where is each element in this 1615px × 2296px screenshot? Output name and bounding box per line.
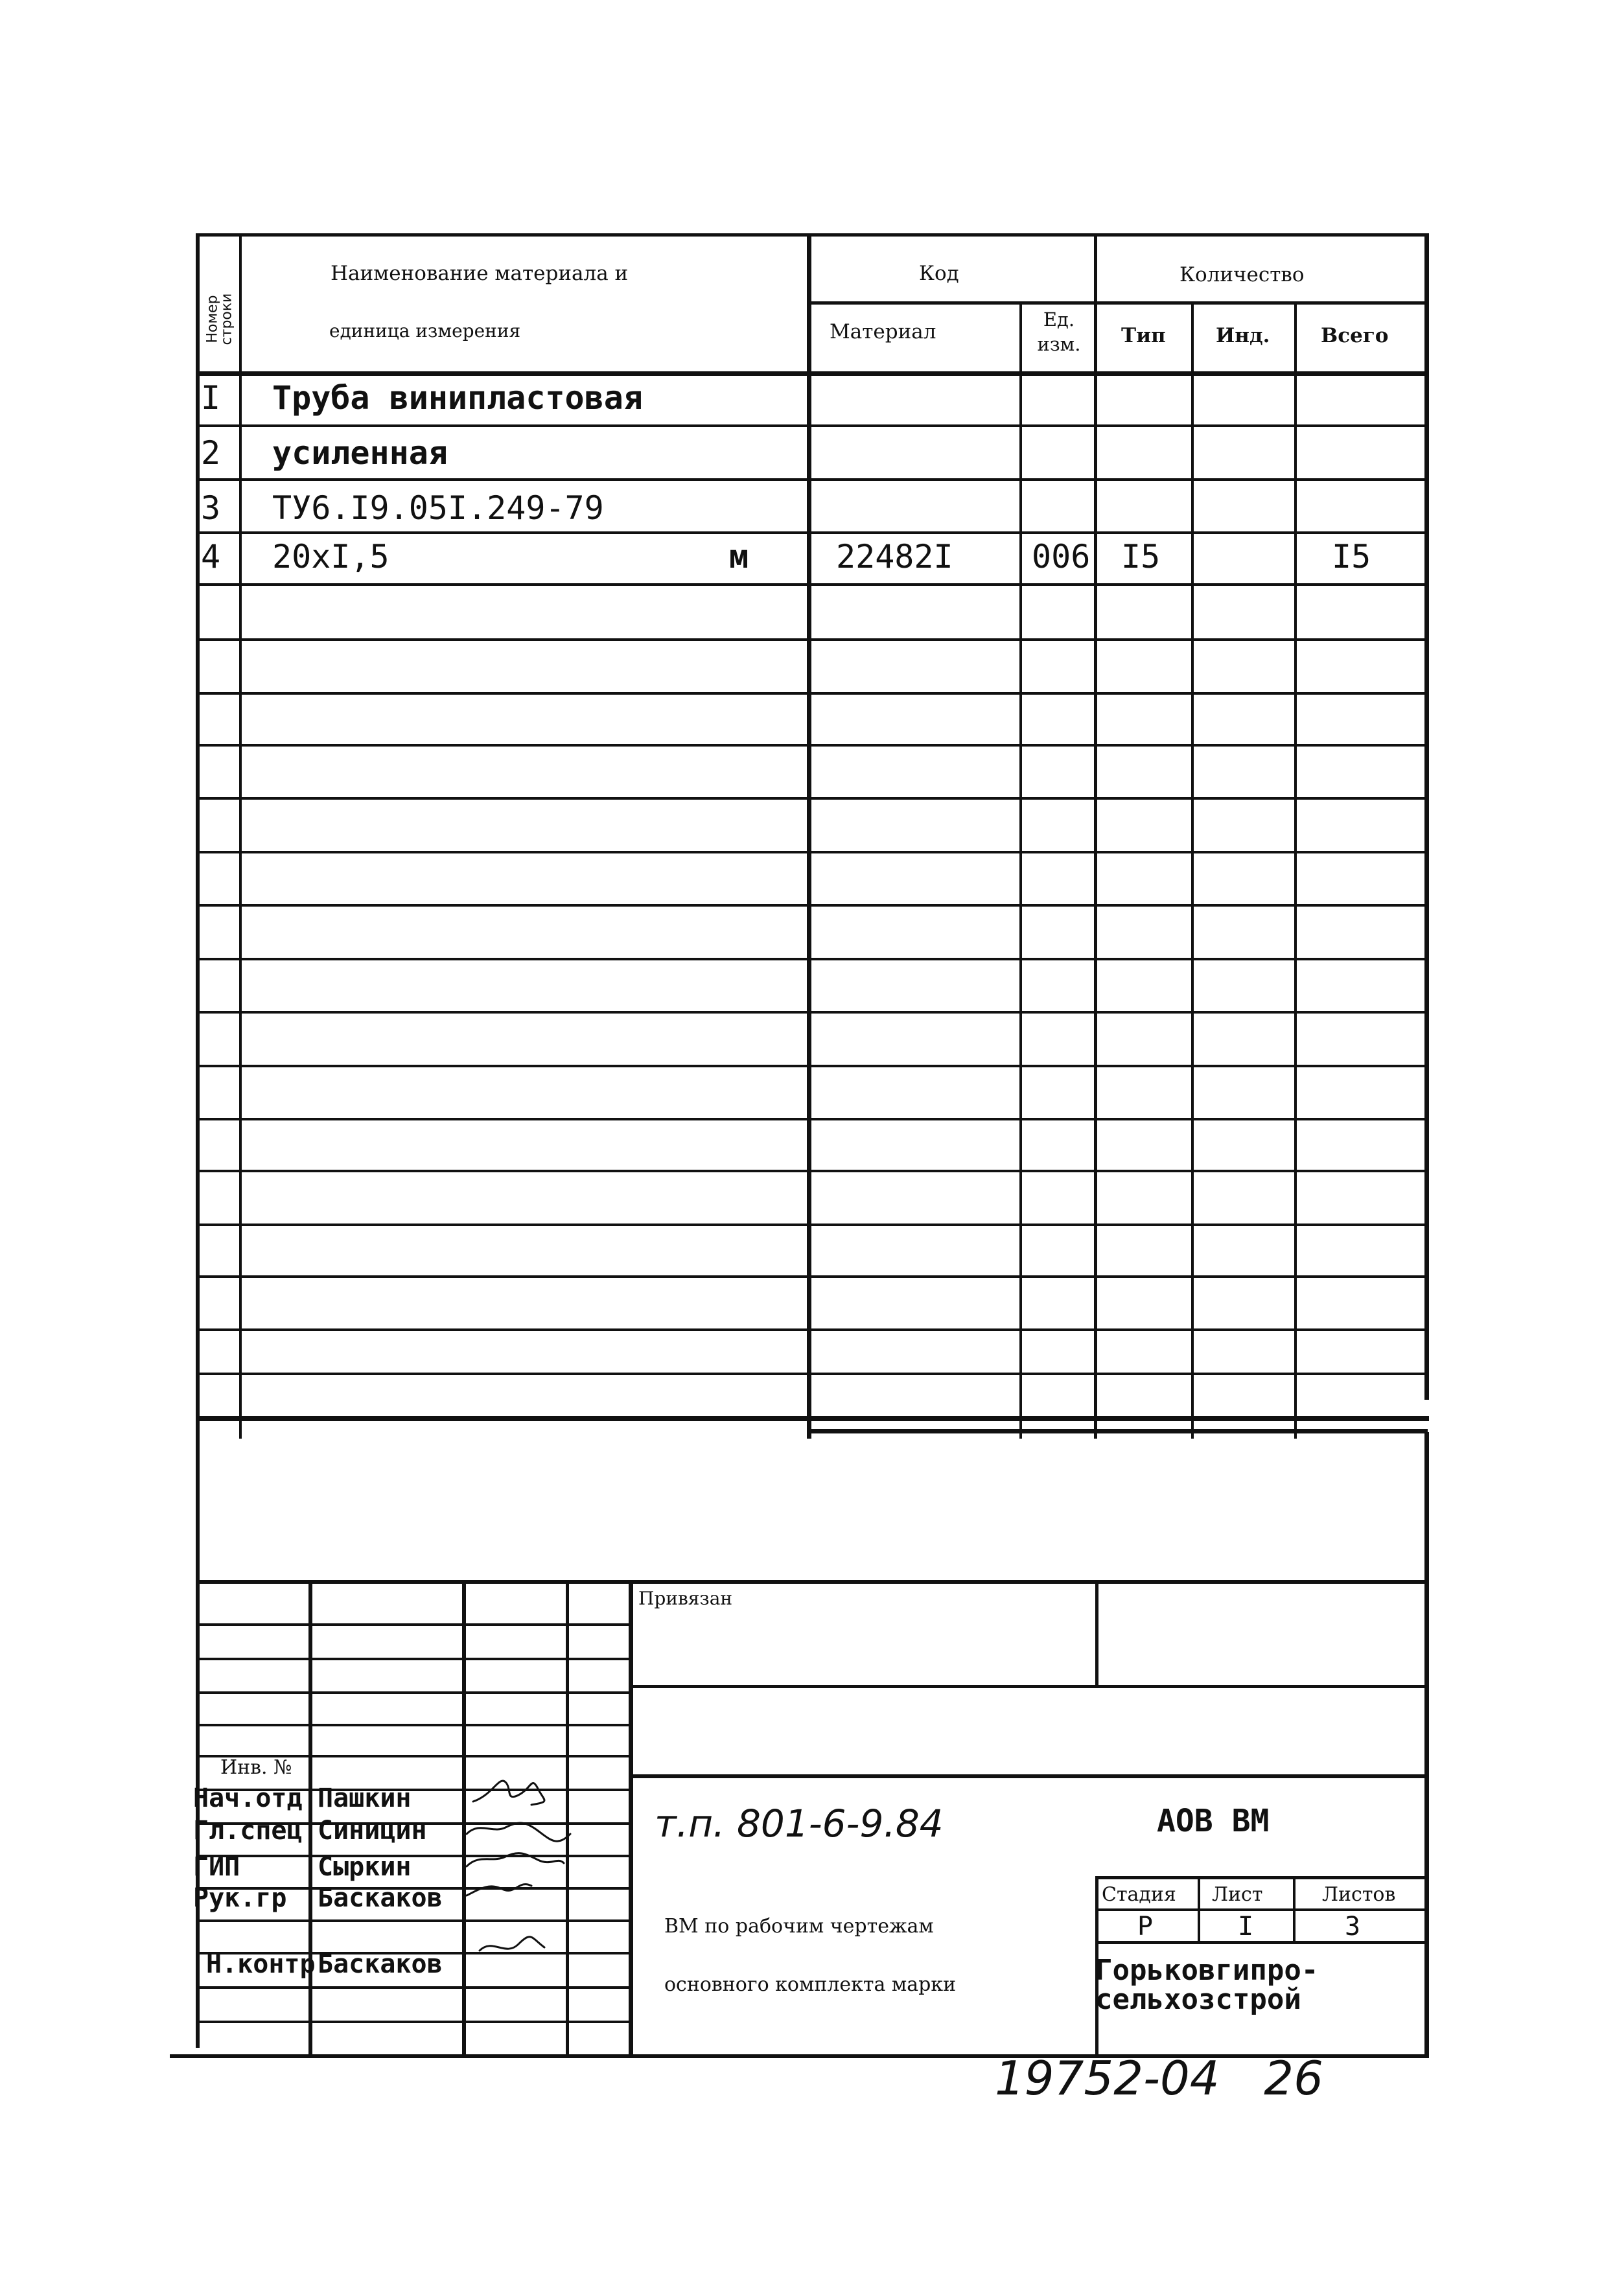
organization-line1: Горьковгипро- bbox=[1095, 1954, 1319, 1987]
qty-total-header: Всего bbox=[1321, 324, 1389, 347]
sheets-label: Листов bbox=[1322, 1883, 1396, 1906]
staff-name: Сыркин bbox=[318, 1852, 412, 1882]
qty-ind-header: Инд. bbox=[1216, 324, 1270, 347]
document-mark: АОВ ВМ bbox=[1157, 1803, 1270, 1839]
attached-label: Привязан bbox=[638, 1588, 733, 1609]
row-number: 3 bbox=[201, 489, 221, 527]
inventory-label: Инв. № bbox=[220, 1756, 292, 1779]
qty-type: I5 bbox=[1121, 538, 1161, 575]
staff-role: ГИП bbox=[193, 1852, 240, 1882]
qty-type-header: Тип bbox=[1121, 324, 1166, 347]
sheets-value: 3 bbox=[1345, 1912, 1361, 1942]
staff-role: Нач.отд bbox=[193, 1783, 303, 1813]
qty-group-header: Количество bbox=[1179, 263, 1305, 286]
document-code: т.п. 801-6-9.84 bbox=[655, 1802, 944, 1846]
staff-name: Баскаков bbox=[318, 1883, 443, 1913]
name-header-line1: Наименование материала и bbox=[331, 262, 629, 285]
material-code: 22482I bbox=[836, 538, 953, 575]
row-number: I bbox=[201, 379, 221, 417]
unit: м bbox=[729, 538, 749, 575]
row-number-header: Номер строки bbox=[204, 293, 235, 345]
material-name: 20xI,5 bbox=[272, 538, 389, 575]
sheet-label: Лист bbox=[1212, 1883, 1263, 1906]
code-material-header: Материал bbox=[830, 320, 936, 343]
material-name: ТУ6.I9.05I.249-79 bbox=[272, 489, 604, 527]
code-group-header: Код bbox=[919, 262, 959, 285]
row-number: 2 bbox=[201, 434, 221, 472]
code-unit-header: Ед. изм. bbox=[1037, 308, 1081, 355]
stage-label: Стадия bbox=[1102, 1883, 1176, 1906]
description-line2: основного комплекта марки bbox=[664, 1973, 957, 1996]
unit-code: 006 bbox=[1032, 538, 1091, 575]
staff-name: Баскаков bbox=[318, 1949, 443, 1979]
staff-role: Рук.гр bbox=[193, 1883, 287, 1913]
row-number: 4 bbox=[201, 538, 221, 575]
staff-name: Пашкин bbox=[318, 1783, 412, 1813]
stage-value: Р bbox=[1137, 1912, 1154, 1942]
staff-name: Синицин bbox=[318, 1816, 427, 1846]
organization-line2: сельхозстрой bbox=[1095, 1983, 1301, 2016]
qty-total: I5 bbox=[1332, 538, 1371, 575]
material-name: усиленная bbox=[272, 434, 448, 472]
sheet-value: I bbox=[1238, 1912, 1254, 1942]
staff-role: Гл.спец bbox=[193, 1816, 303, 1846]
name-header-line2: единица измерения bbox=[329, 320, 521, 342]
signature-marks bbox=[454, 1769, 609, 1983]
description-line1: ВМ по рабочим чертежам bbox=[664, 1915, 934, 1938]
staff-role: Н.контр bbox=[206, 1949, 316, 1979]
material-name: Труба винипластовая bbox=[272, 379, 643, 417]
footer-number: 19752-04 26 bbox=[995, 2051, 1323, 2105]
